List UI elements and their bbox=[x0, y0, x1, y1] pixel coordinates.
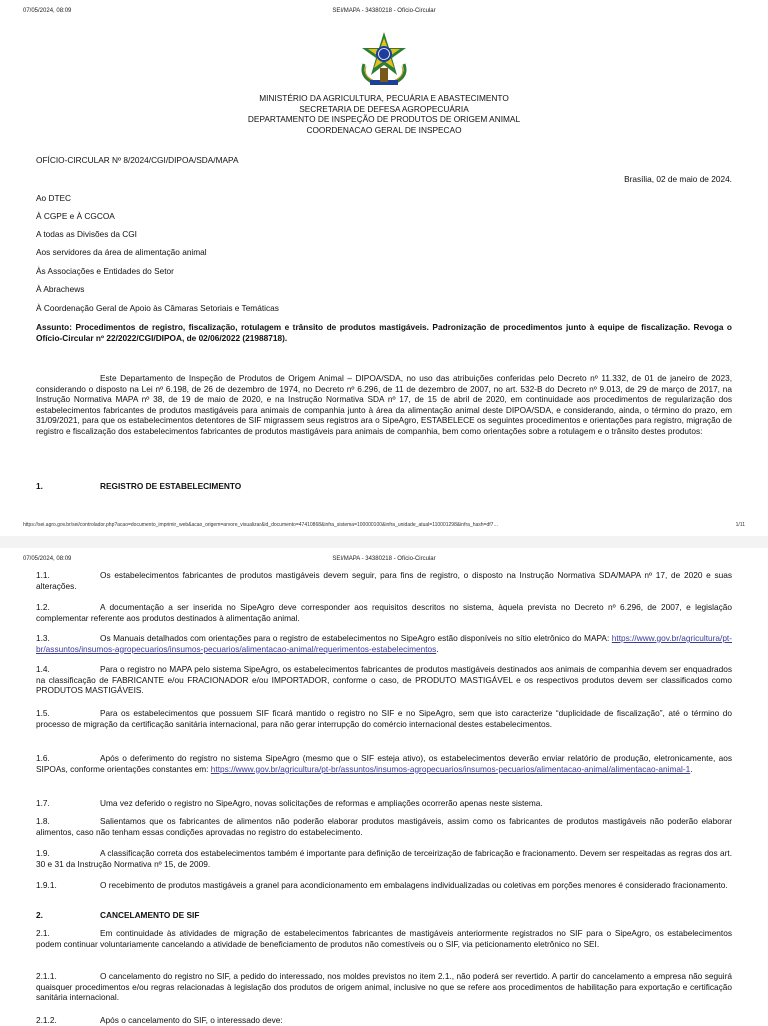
item-1-1: 1.1. Os estabelecimentos fabricantes de produtos mastigáveis devem seguir, para fins de registro, o disposto na Instrução Normativa SDA/MAPA nº 17, de 2020 e suas alterações. bbox=[36, 570, 732, 591]
brazil-coat-of-arms-icon bbox=[358, 30, 410, 88]
recipient: Ao DTEC bbox=[36, 193, 72, 203]
page-number: 1/11 bbox=[735, 522, 745, 528]
item-1-8: 1.8. Salientamos que os fabricantes de alimentos não poderão elaborar produtos mastigáveis, assim como os fabricantes de produtos mastigáveis não poderão elaborar alimentos, caso não tenham essas condições aprovadas no registro do estabelecimento. bbox=[36, 816, 732, 837]
item-1-9: 1.9. A classificação correta dos estabelecimentos também é importante para definição de terceirização de fabricação e fracionamento. Devem ser respeitadas as regras dos art. 30 e 31 da Instrução Normativa nº 15, de 2009. bbox=[36, 848, 732, 869]
item-1-6: 1.6. Após o deferimento do registro no sistema SipeAgro (mesmo que o SIF esteja ativo), os estabelecimentos deverão enviar relatório de produção, eletronicamente, aos SIPOAs, conforme orientações constantes em: https://www.gov.br/agricultura/pt-br/assuntos/insumos-agropecuarios/insumos-pecuarios/alimentacao-animal/alimentacao-animal-1. bbox=[36, 753, 732, 774]
subject-label: Assunto: bbox=[36, 322, 72, 332]
item-1-9-1: 1.9.1. O recebimento de produtos mastigáveis a granel para acondicionamento em embalagens individualizadas ou coletivas em porções menores é considerado fracionamento. bbox=[36, 880, 728, 890]
item-1-3: 1.3. Os Manuais detalhados com orientações para o registro de estabelecimentos no SipeAgro estão disponíveis no sítio eletrônico do MAPA: https://www.gov.br/agricultura/pt-br/assuntos/insumos-agropecuarios/insumos-pecuarios/alimentacao-animal/requerimentos-estabelecimentos. bbox=[36, 633, 732, 654]
recipient: À CGPE e À CGCOA bbox=[36, 211, 115, 221]
date-place: Brasília, 02 de maio de 2024. bbox=[624, 174, 732, 184]
production-report-link[interactable]: https://www.gov.br/agricultura/pt-br/assuntos/insumos-agropecuarios/insumos-pecuarios/alimentacao-animal/alimentacao-animal-1 bbox=[210, 763, 691, 774]
institution-line: COORDENACAO GERAL DE INSPECAO bbox=[306, 124, 462, 135]
institution-line: DEPARTAMENTO DE INSPEÇÃO DE PRODUTOS DE ORIGEM ANIMAL bbox=[247, 114, 521, 124]
item-1-2: 1.2. A documentação a ser inserida no SipeAgro deve corresponder aos requisitos descritos no sistema, àquela prevista no Decreto nº 6.296, de 2007, e legislação complementar referente aos produtos destinados à alimentação animal. bbox=[36, 602, 732, 623]
print-doc-ref: SEI/MAPA - 34380218 - Ofício-Circular bbox=[332, 556, 436, 562]
institution-line: MINISTÉRIO DA AGRICULTURA, PECUÁRIA E ABASTECIMENTO bbox=[259, 93, 509, 103]
section-2-heading: 2. CANCELAMENTO DE SIF bbox=[36, 910, 200, 920]
item-2-1-2: 2.1.2. Após o cancelamento do SIF, o interessado deve: bbox=[36, 1015, 283, 1025]
item-1-7: 1.7. Uma vez deferido o registro no SipeAgro, novas solicitações de reformas e ampliações ocorrerão apenas neste sistema. bbox=[36, 798, 543, 808]
intro-paragraph bbox=[36, 373, 732, 437]
recipient: Às Associações e Entidades do Setor bbox=[36, 266, 174, 276]
manuals-link[interactable]: https://www.gov.br/agricultura/pt-br/assuntos/insumos-agropecuarios/insumos-pecuarios/alimentacao-animal/requerimentos-estabelecimentos bbox=[36, 633, 732, 654]
subject bbox=[36, 322, 732, 343]
item-1-4: 1.4. Para o registro no MAPA pelo sistema SipeAgro, os estabelecimentos fabricantes de produtos mastigáveis destinados aos animais de companhia devem ser enquadrados na classificação de FABRICANTE e/ou FRACIONADOR e/ou IMPORTADOR, conforme o caso, de PRODUTO MASTIGÁVEL e os respectivos produtos devem ser classificados como PRODUTOS MASTIGÁVEIS. bbox=[36, 664, 732, 696]
recipient: A todas as Divisões da CGI bbox=[36, 229, 137, 239]
document-page-2 bbox=[0, 548, 768, 1024]
section-1-heading: 1. REGISTRO DE ESTABELECIMENTO bbox=[36, 481, 242, 491]
print-doc-ref: SEI/MAPA - 34380218 - Ofício-Circular bbox=[332, 8, 436, 14]
institution-line: SECRETARIA DE DEFESA AGROPECUÁRIA bbox=[299, 103, 469, 114]
print-datetime: 07/05/2024, 08:09 bbox=[23, 556, 72, 562]
print-url: https://sei.agro.gov.br/sei/controlador.php?acao=documento_imprimir_web&acao_origem=arvore_visualizar&id_documento=47410868&infra_sistema=100000100&infra_unidade_atual=110001298&infra_hash=df7… bbox=[23, 522, 499, 528]
intro-text: Este Departamento de Inspeção de Produtos de Origem Animal – DIPOA/SDA, no uso das atribuições conferidas pelo Decreto nº 11.332, de 01 de janeiro de 2023, considerando o disposto na Lei nº 6.198, de 26 de dezembro de 1974, no Decreto nº 6.296, de 11 de dezembro de 2007, no art. 532-B do Decreto nº 9.013, de 29 de março de 2017, na Instrução Normativa MAPA nº 38, de 19 de maio de 2020, e na Instrução Normativa SDA nº 17, de 15 de abril de 2020, em continuidade aos procedimentos de regularização dos estabelecimentos fabricantes de produtos mastigáveis para animais de companhia junto à área da alimentação animal deste DIPOA/SDA, e considerando, ainda, o término do prazo, em 31/09/2021, para que os estabelecimentos detentores de SIF migrassem seus registros ara o SipeAgro, ESTABELECE os seguintes procedimentos e orientações para registro, migração de registro e fiscalização dos estabelecimentos fabricantes de produtos mastigáveis para animais de companhia, bem como orientações sobre a rotulagem e o trânsito destes produtos: bbox=[36, 373, 732, 436]
doc-number: OFÍCIO-CIRCULAR Nº 8/2024/CGI/DIPOA/SDA/MAPA bbox=[36, 155, 239, 165]
item-2-1: 2.1. Em continuidade às atividades de migração de estabelecimentos fabricantes de mastigáveis anteriormente registrados no SIF para o SipeAgro, os estabelecimentos podem continuar voluntariamente cancelando a atividade de beneficiamento de produtos não comestíveis ou o SIF, via peticionamento eletrônico no SEI. bbox=[36, 928, 732, 949]
page-separator bbox=[0, 536, 768, 548]
item-2-1-1: 2.1.1. O cancelamento do registro no SIF, a pedido do interessado, nos moldes previstos no item 2.1., não poderá ser revertido. A partir do cancelamento a empresa não seguirá quaisquer procedimentos e/ou regras relacionadas à legislação dos produtos de origem animal, inclusive no que se refere aos procedimentos de habilitação para exportação e certificação sanitária internacional. bbox=[36, 971, 732, 1003]
institution-block bbox=[0, 93, 768, 135]
item-1-5: 1.5. Para os estabelecimentos que possuem SIF ficará mantido o registro no SIF e no SipeAgro, sem que isto caracterize “duplicidade de fiscalização”, até o término do processo de migração da certificação sanitária internacional, para não gerar interrupção do comércio internacional destes estabelecimentos. bbox=[36, 708, 732, 729]
subject-text: Procedimentos de registro, fiscalização, rotulagem e trânsito de produtos mastigáveis. Padronização de procedimentos junto à equipe de fiscalização. Revoga o Ofício-Circular nº 22/2022/CGI/DIPOA, de 02/06/2022 (21988718). bbox=[36, 322, 733, 343]
recipient: À Coordenação Geral de Apoio às Câmaras Setoriais e Temáticas bbox=[36, 303, 279, 313]
recipient: À Abrachews bbox=[36, 284, 85, 294]
print-datetime: 07/05/2024, 08:09 bbox=[23, 8, 72, 14]
recipient: Aos servidores da área de alimentação animal bbox=[36, 247, 207, 257]
